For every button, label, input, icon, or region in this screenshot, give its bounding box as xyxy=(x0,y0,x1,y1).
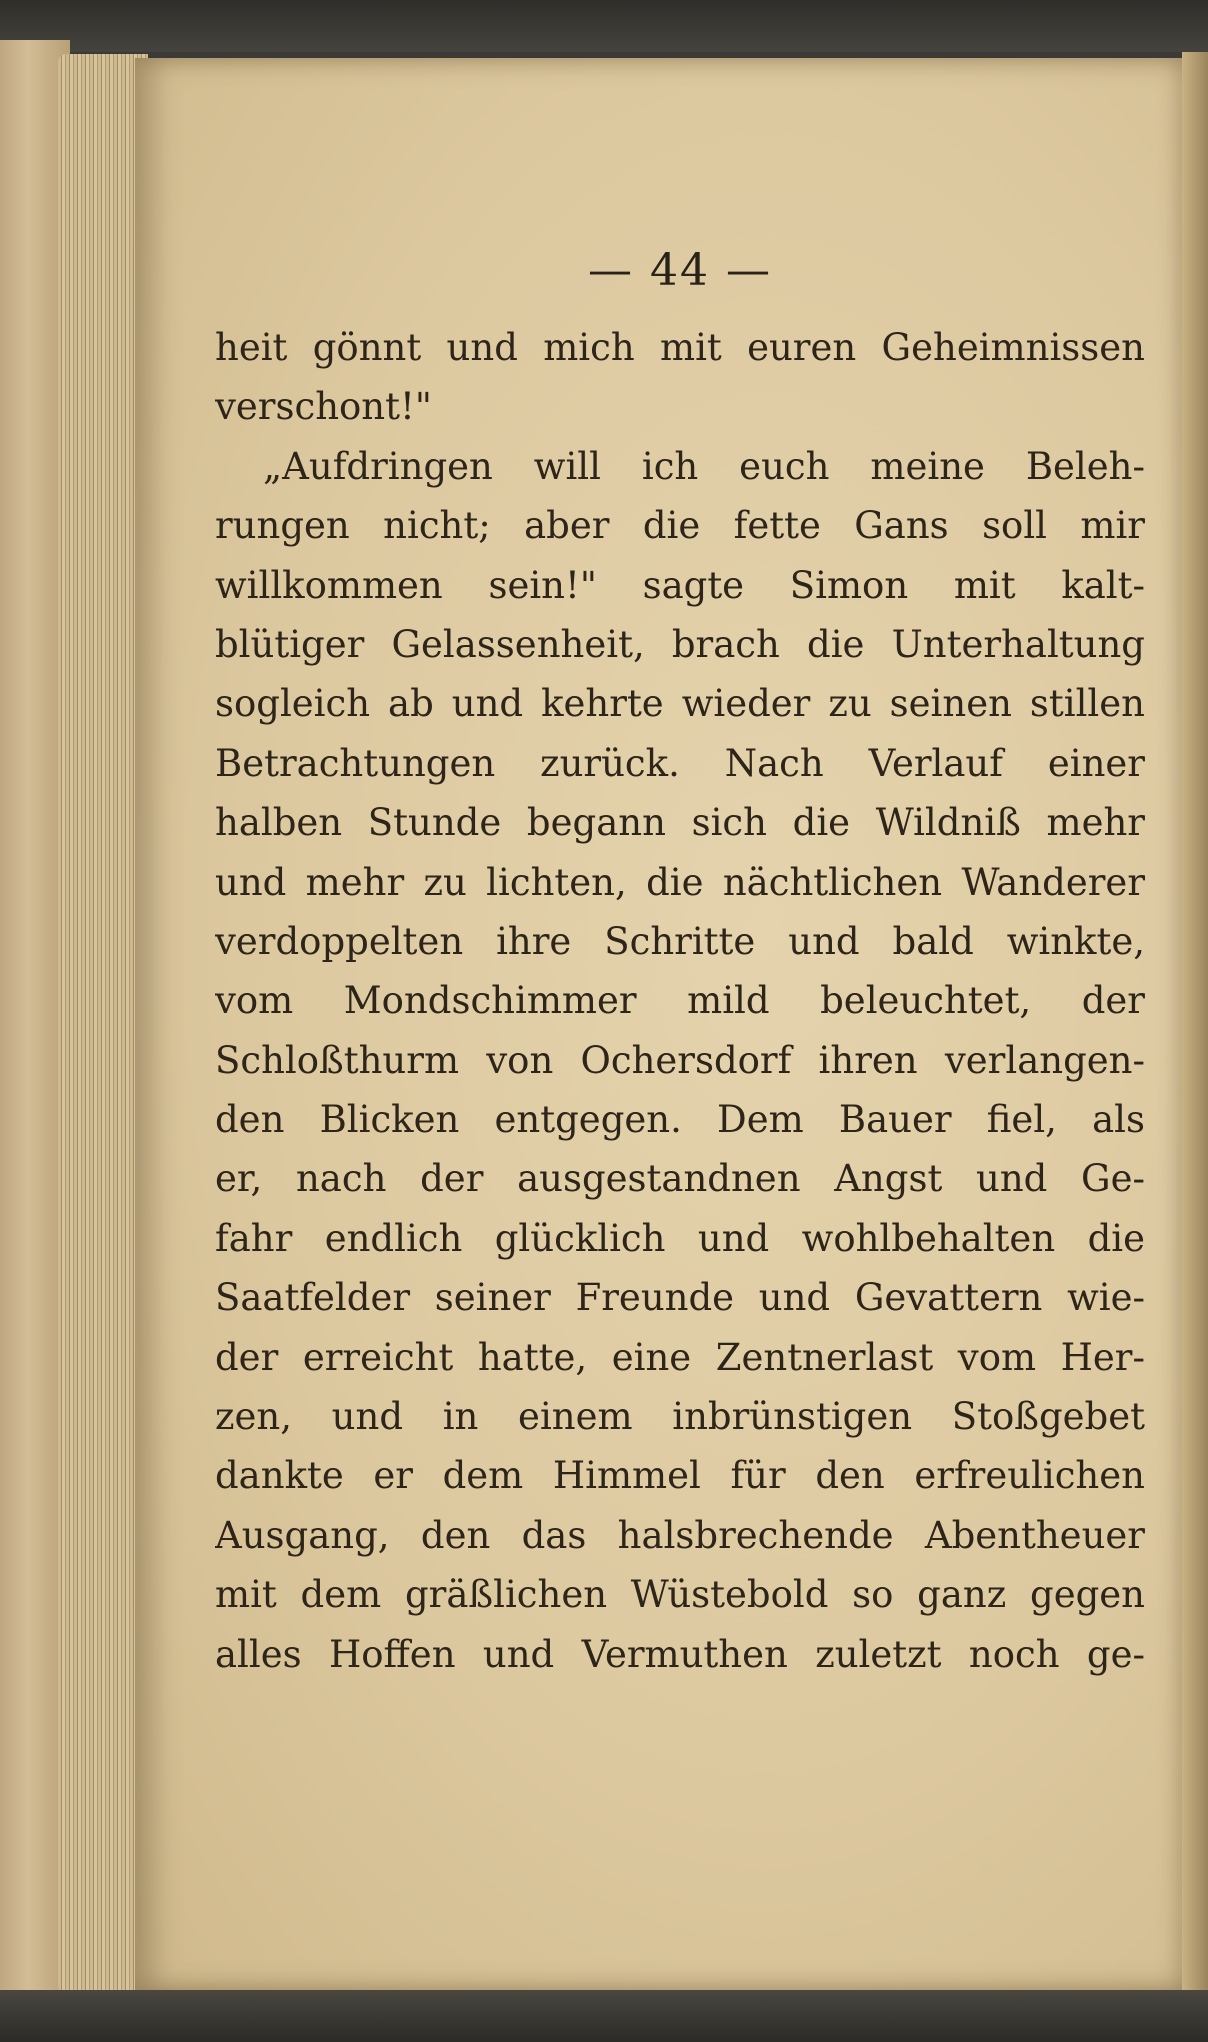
text-line: blütiger Gelassenheit, brach die Unterhaltung xyxy=(215,622,1145,666)
page-number: — 44 — xyxy=(588,245,772,296)
text-line: er, nach der ausgestandnen Angst und Ge- xyxy=(215,1157,1145,1201)
text-line: willkommen sein!" sagte Simon mit kalt- xyxy=(215,563,1145,607)
text-line: dankte er dem Himmel für den erfreulichen xyxy=(215,1454,1145,1498)
book-cover-top-edge xyxy=(0,0,1208,52)
text-line: Ausgang, den das halsbrechende Abentheuer xyxy=(215,1513,1145,1557)
text-line: und mehr zu lichten, die nächtlichen Wanderer xyxy=(215,860,1145,904)
text-line: den Blicken entgegen. Dem Bauer fiel, als xyxy=(215,1098,1145,1142)
text-line: Schloßthurm von Ochersdorf ihren verlangen- xyxy=(215,1038,1145,1082)
text-line: verdoppelten ihre Schritte und bald winkte, xyxy=(215,919,1145,963)
text-line: Saatfelder seiner Freunde und Gevattern wie- xyxy=(215,1276,1145,1320)
text-line: Betrachtungen zurück. Nach Verlauf einer xyxy=(215,741,1145,785)
text-line: verschont!" xyxy=(215,385,432,429)
text-line: mit dem gräßlichen Wüstebold so ganz gegen xyxy=(215,1573,1145,1617)
text-line: der erreicht hatte, eine Zentnerlast vom Her- xyxy=(215,1335,1145,1379)
body-text xyxy=(215,318,1145,1684)
page-right-edge xyxy=(1182,52,1208,1992)
text-line: „Aufdringen will ich euch meine Beleh- xyxy=(263,444,1145,488)
text-line: heit gönnt und mich mit euren Geheimnissen xyxy=(215,326,1145,369)
text-line: alles Hoffen und Vermuthen zuletzt noch ge- xyxy=(215,1632,1145,1676)
text-line: fahr endlich glücklich und wohlbehalten die xyxy=(215,1216,1145,1260)
text-line: sogleich ab und kehrte wieder zu seinen stillen xyxy=(215,682,1145,726)
text-line: halben Stunde begann sich die Wildniß mehr xyxy=(215,801,1145,845)
book-cover-bottom-edge xyxy=(0,1990,1208,2042)
text-line: vom Mondschimmer mild beleuchtet, der xyxy=(215,979,1145,1023)
text-line: zen, und in einem inbrünstigen Stoßgebet xyxy=(215,1395,1145,1439)
text-line: rungen nicht; aber die fette Gans soll mir xyxy=(215,504,1145,548)
